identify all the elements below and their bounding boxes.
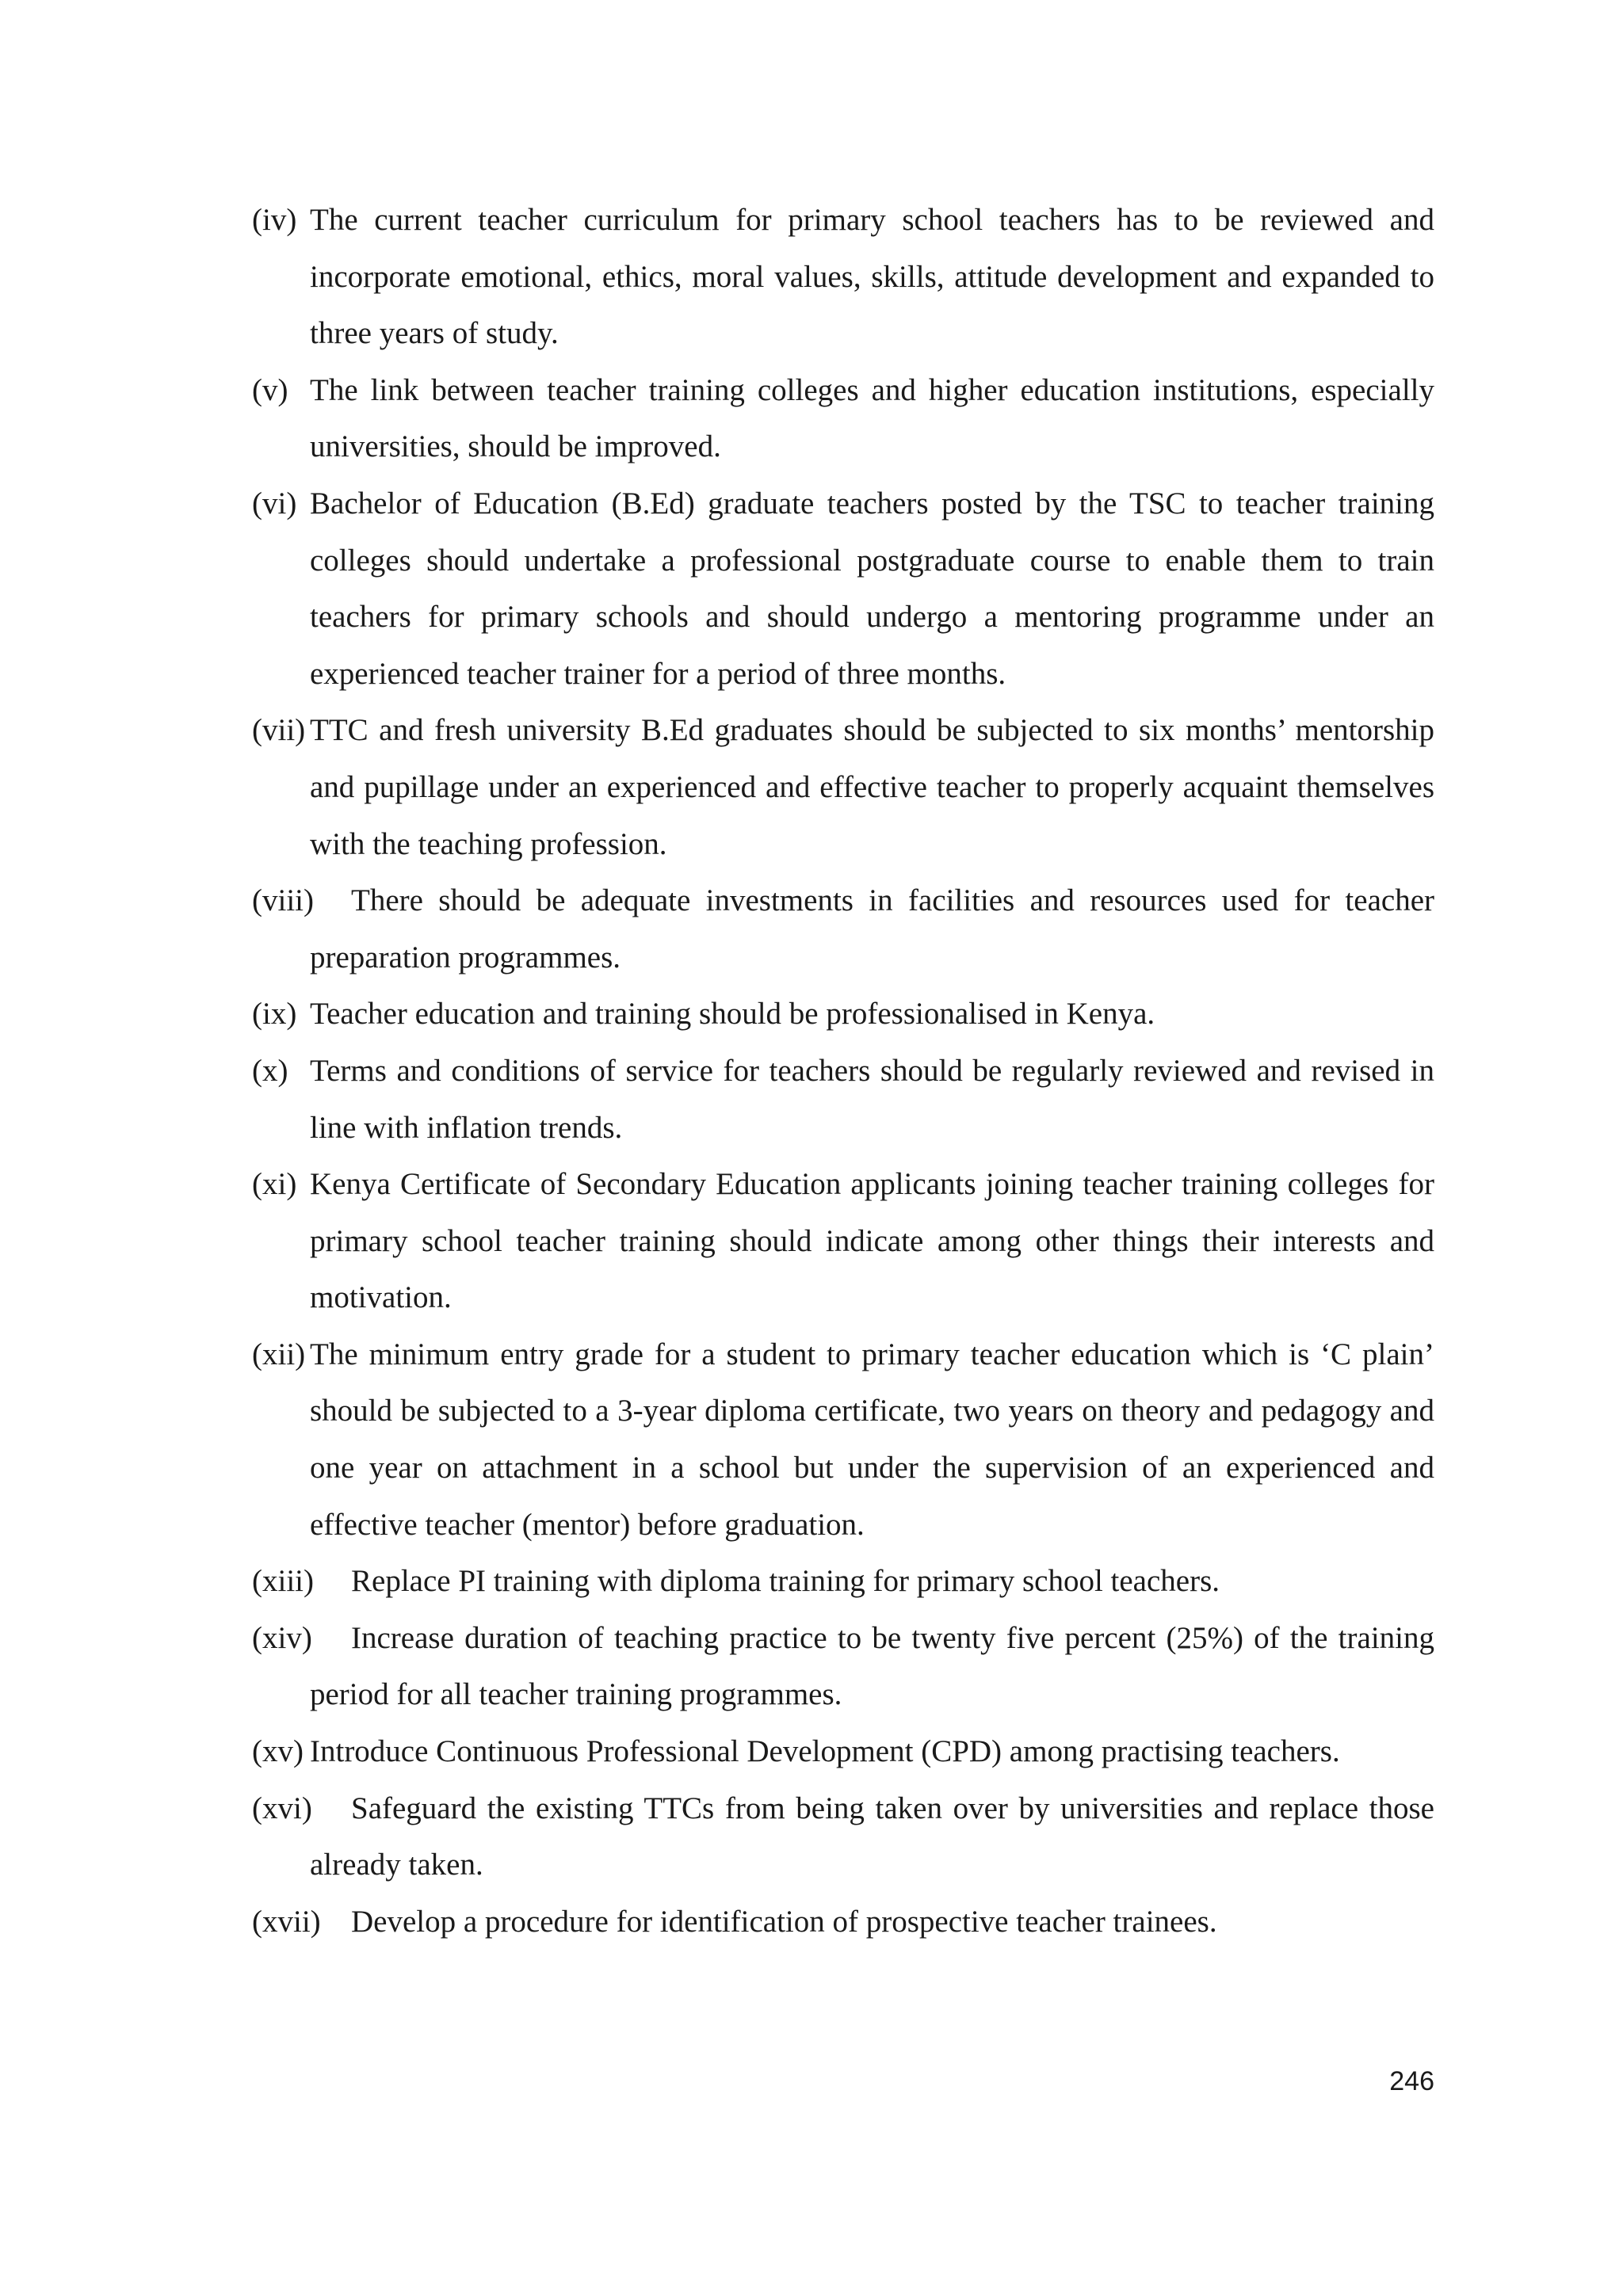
item-number: (x) <box>252 1053 288 1088</box>
item-text: Terms and conditions of service for teachers should be regularly reviewed and revised in line with inflation trends. <box>310 1053 1434 1145</box>
list-item <box>252 1780 1434 1894</box>
item-number: (xiv) <box>252 1620 312 1655</box>
item-number: (viii) <box>252 883 314 918</box>
list-item <box>252 986 1434 1043</box>
list-item <box>252 475 1434 702</box>
item-text: Teacher education and training should be professionalised in Kenya. <box>310 997 1155 1032</box>
item-text: Replace PI training with diploma training for primary school teachers. <box>351 1564 1220 1599</box>
item-number: (xii) <box>252 1337 306 1371</box>
item-number: (xi) <box>252 1167 297 1202</box>
list-item <box>252 872 1434 986</box>
item-number: (iv) <box>252 203 297 237</box>
item-text: The current teacher curriculum for primary school teachers has to be reviewed and incorporate emotional, ethics, moral values, skills, attitude development and expanded to three years of study. <box>310 203 1434 351</box>
item-text: Develop a procedure for identification of prospective teacher trainees. <box>351 1904 1217 1939</box>
item-text: The minimum entry grade for a student to primary teacher education which is ‘C plain’ should be subjected to a 3-year diploma certificate, two years on theory and pedagogy and one year on attachment in a school but under the supervision of an experienced and effective teacher (mentor) before graduation. <box>310 1337 1434 1542</box>
recommendations-list <box>252 192 1434 1950</box>
item-number: (vi) <box>252 486 297 521</box>
item-text: There should be adequate investments in facilities and resources used for teacher preparation programmes. <box>310 883 1434 974</box>
item-number: (ix) <box>252 997 297 1032</box>
item-text: Introduce Continuous Professional Development (CPD) among practising teachers. <box>310 1734 1340 1769</box>
list-item <box>252 1610 1434 1723</box>
item-number: (vii) <box>252 713 306 748</box>
item-text: Bachelor of Education (B.Ed) graduate teachers posted by the TSC to teacher training colleges should undertake a professional postgraduate course to enable them to train teachers for primary schools and should undergo a mentoring programme under an experienced teacher trainer for a period of three months. <box>310 486 1434 691</box>
list-item <box>252 1553 1434 1610</box>
list-item <box>252 1326 1434 1553</box>
item-number: (xiii) <box>252 1564 314 1599</box>
list-item <box>252 1156 1434 1326</box>
item-number: (xv) <box>252 1734 304 1769</box>
list-item <box>252 192 1434 362</box>
item-text: TTC and fresh university B.Ed graduates should be subjected to six months’ mentorship and pupillage under an experienced and effective teacher to properly acquaint themselves with the teaching profession. <box>310 713 1434 861</box>
item-text: Safeguard the existing TTCs from being taken over by universities and replace those already taken. <box>310 1791 1434 1882</box>
item-number: (xvi) <box>252 1791 312 1825</box>
list-item <box>252 362 1434 475</box>
list-item <box>252 702 1434 872</box>
page-number: 246 <box>1389 2066 1434 2096</box>
list-item <box>252 1894 1434 1951</box>
list-item <box>252 1723 1434 1780</box>
list-item <box>252 1043 1434 1156</box>
item-text: Increase duration of teaching practice to be twenty five percent (25%) of the training period for all teacher training programmes. <box>310 1620 1434 1712</box>
item-number: (v) <box>252 372 288 407</box>
item-number: (xvii) <box>252 1904 321 1939</box>
item-text: Kenya Certificate of Secondary Education applicants joining teacher training colleges for primary school teacher training should indicate among other things their interests and motivation. <box>310 1167 1434 1315</box>
item-text: The link between teacher training colleges and higher education institutions, especially universities, should be improved. <box>310 372 1434 464</box>
